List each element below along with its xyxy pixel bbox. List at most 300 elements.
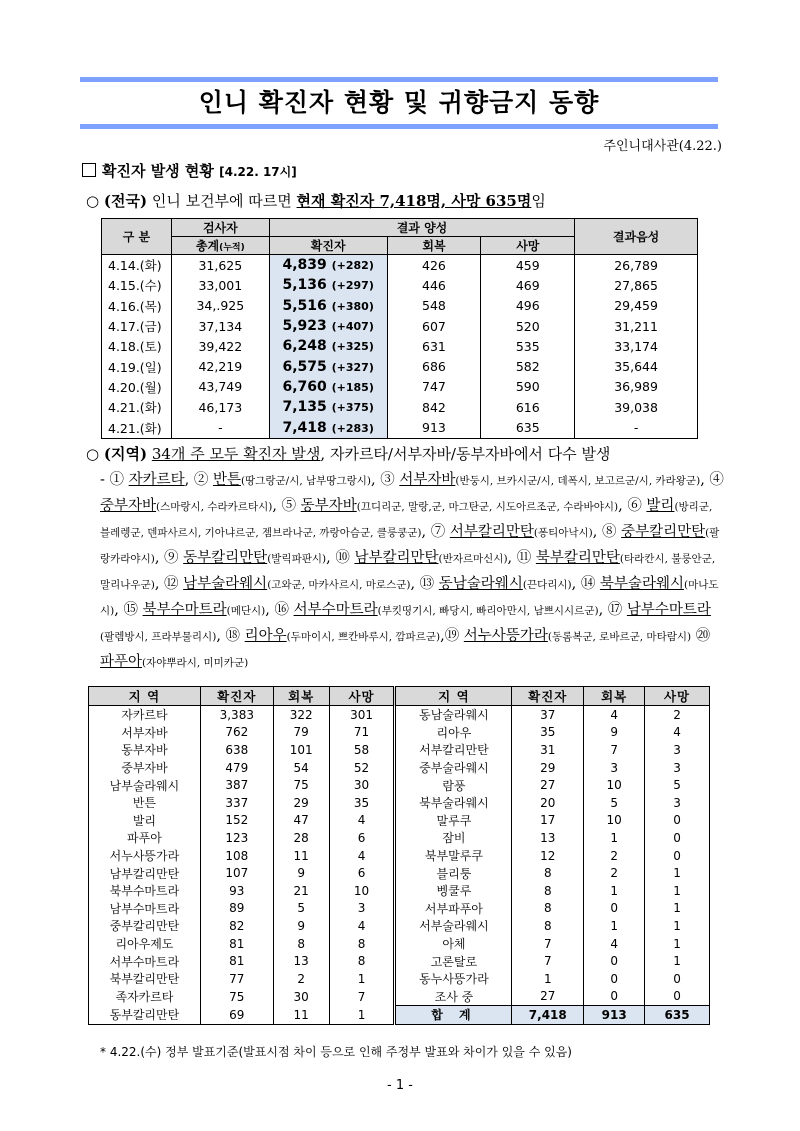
cell-deaths: 3: [645, 741, 710, 759]
table-row: [89, 829, 710, 847]
national-label: (전국): [103, 192, 148, 210]
confirmed-value: 6,760: [282, 378, 327, 395]
cell-recovered: 631: [387, 336, 481, 356]
table-row: [89, 952, 710, 970]
cell-tests: 39,422: [171, 336, 269, 356]
cell-confirmed: 638: [200, 741, 273, 759]
cell-confirmed: 8: [512, 900, 584, 918]
cell-deaths: 10: [329, 882, 395, 900]
cell-deaths: 7: [329, 988, 395, 1006]
cell-deaths: 6: [329, 864, 395, 882]
cell-region: 서부파푸아: [395, 900, 512, 918]
region-number: ⑮: [123, 602, 143, 618]
bullet-circle: ○: [86, 445, 100, 463]
table-row: [102, 336, 698, 356]
region-name: 동부칼리만탄: [183, 550, 268, 566]
header-tests-total: [171, 237, 269, 255]
region-name: 북부술라웨시: [599, 576, 684, 592]
cell-deaths: 4: [329, 812, 395, 830]
cell-confirmed: 89: [200, 900, 273, 918]
region-detail: (타라칸시, 불룽안군, 말리나우군): [100, 553, 716, 591]
cell-region: 북부수마트라: [89, 882, 201, 900]
cell-recovered: 0: [584, 988, 645, 1006]
cell-date: 4.19.(일): [102, 356, 172, 376]
region-number: ⑩: [335, 550, 355, 566]
cell-confirmed: 7: [512, 952, 584, 970]
table-row: [89, 864, 710, 882]
table-row: [89, 1006, 710, 1025]
cell-region: 서부자바: [89, 724, 201, 742]
region-separator: ,: [592, 524, 602, 540]
region-number: ⑤: [281, 498, 301, 514]
region-separator: ,: [265, 602, 275, 618]
header-tests-total-text: 총계: [195, 239, 220, 253]
cell-tests: 33,001: [171, 275, 269, 295]
cell-confirmed: 31: [512, 741, 584, 759]
cell-deaths: 4: [645, 724, 710, 742]
cell-deaths: 0: [645, 829, 710, 847]
header-confirmed-right: 확진자: [512, 687, 584, 706]
cell-deaths: 535: [481, 336, 575, 356]
cell-confirmed: [269, 417, 387, 438]
page-number: - 1 -: [387, 1078, 413, 1093]
cell-confirmed: 69: [200, 1006, 273, 1025]
cell-recovered: 3: [584, 759, 645, 777]
cell-confirmed: [269, 296, 387, 316]
cell-negative: 35,644: [575, 356, 698, 376]
cell-confirmed: 1: [512, 970, 584, 988]
cell-deaths: 3: [645, 759, 710, 777]
confirmed-value: 7,135: [282, 399, 327, 416]
cell-recovered: 11: [273, 847, 329, 865]
region-name: 반튼: [212, 472, 241, 488]
region-detail: (마나도시): [100, 579, 719, 617]
region-number: ⑨: [164, 550, 184, 566]
cell-tests: 42,219: [171, 356, 269, 376]
table-row: [102, 377, 698, 397]
section-heading-time: [4.22. 17시]: [219, 165, 297, 179]
cell-confirmed: 387: [200, 776, 273, 794]
region-number: ⑥: [627, 498, 647, 514]
cell-region: 벵쿨루: [395, 882, 512, 900]
cell-region: 남부술라웨시: [89, 776, 201, 794]
checkbox-square-icon: [82, 163, 96, 177]
regional-highlight: 34개 주 모두 확진자 발생: [151, 445, 321, 463]
cell-recovered: 9: [584, 724, 645, 742]
region-number: ③: [380, 472, 400, 488]
cell-deaths: 590: [481, 377, 575, 397]
cell-region: 합 계: [395, 1006, 512, 1025]
cell-recovered: 747: [387, 377, 481, 397]
footnote: * 4.22.(수) 정부 발표기준(발표시점 차이 등으로 인해 주정부 발표와 차이가 있을 수 있음): [100, 1045, 572, 1059]
cell-date: 4.21.(화): [102, 397, 172, 417]
cell-recovered: 21: [273, 882, 329, 900]
cell-deaths: 3: [329, 900, 395, 918]
region-name: 북부칼리만탄: [535, 550, 620, 566]
cell-deaths: 4: [329, 917, 395, 935]
daily-table-body: [102, 255, 698, 439]
region-separator: ,: [571, 576, 581, 592]
cell-region: 아체: [395, 935, 512, 953]
cell-recovered: 101: [273, 741, 329, 759]
header-date: 구 분: [102, 219, 172, 255]
region-number: ⑭: [580, 576, 600, 592]
cell-confirmed: 108: [200, 847, 273, 865]
cell-negative: 39,038: [575, 397, 698, 417]
table-row: [102, 296, 698, 316]
section-heading-text: 확진자 발생 현황: [102, 162, 214, 180]
confirmed-value: 7,418: [282, 419, 327, 436]
national-text-c: 임: [531, 192, 546, 210]
cell-region: 발리: [89, 812, 201, 830]
cell-date: 4.14.(화): [102, 255, 172, 276]
cell-negative: 29,459: [575, 296, 698, 316]
confirmed-value: 5,516: [282, 297, 327, 314]
regional-summary: [86, 443, 610, 464]
region-detail: (방리군, 블레렝군, 덴파사르시, 기아냐르군, 젬브라나군, 까랑아슴군, 클룽쿵군): [100, 501, 713, 539]
cell-date: 4.15.(수): [102, 275, 172, 295]
cell-region: 동누사뜽가라: [395, 970, 512, 988]
page-title: 인니 확진자 현황 및 귀향금지 동향: [198, 88, 600, 117]
daily-cases-table: [101, 218, 698, 439]
confirmed-value: 5,923: [282, 318, 327, 335]
cell-region: 리아우: [395, 724, 512, 742]
region-separator: ,: [114, 602, 124, 618]
confirmed-increase: (+325): [331, 340, 374, 354]
table-row: [102, 417, 698, 438]
cell-deaths: 635: [481, 417, 575, 438]
header-recovered: 회복: [387, 237, 481, 255]
cell-deaths: 0: [645, 970, 710, 988]
region-name: 중부자바: [100, 498, 157, 514]
region-separator: ,: [618, 498, 628, 514]
cell-date: 4.16.(목): [102, 296, 172, 316]
cell-confirmed: 77: [200, 970, 273, 988]
cell-recovered: 5: [584, 794, 645, 812]
cell-region: 북부술라웨시: [395, 794, 512, 812]
table-row: [89, 724, 710, 742]
cell-deaths: 0: [645, 812, 710, 830]
confirmed-increase: (+283): [331, 421, 374, 435]
cell-confirmed: 75: [200, 988, 273, 1006]
cell-recovered: 30: [273, 988, 329, 1006]
cell-confirmed: [269, 356, 387, 376]
region-separator: ,: [370, 472, 381, 488]
cell-confirmed: 762: [200, 724, 273, 742]
region-detail: (팔렘방시, 프라부물리시): [100, 631, 217, 643]
cell-region: 파푸아: [89, 829, 201, 847]
cell-confirmed: 81: [200, 935, 273, 953]
cell-deaths: 582: [481, 356, 575, 376]
table-row: [89, 900, 710, 918]
cell-recovered: 47: [273, 812, 329, 830]
cell-deaths: 52: [329, 759, 395, 777]
region-name: 서부수마트라: [293, 602, 378, 618]
region-separator: ,: [272, 498, 282, 514]
cell-confirmed: 7: [512, 935, 584, 953]
cell-recovered: 7: [584, 741, 645, 759]
table-row: [89, 882, 710, 900]
cell-region: 서누사뜽가라: [89, 847, 201, 865]
cell-region: 블리퉁: [395, 864, 512, 882]
region-separator: ,: [154, 576, 165, 592]
cell-negative: -: [575, 417, 698, 438]
table-row: [89, 917, 710, 935]
cell-deaths: 1: [329, 1006, 395, 1025]
table-row: [89, 706, 710, 724]
cell-recovered: 28: [273, 829, 329, 847]
cell-negative: 36,989: [575, 377, 698, 397]
region-name: 남부칼리만탄: [354, 550, 439, 566]
header-confirmed-left: 확진자: [200, 687, 273, 706]
regional-label: (지역): [103, 445, 148, 463]
cell-deaths: 616: [481, 397, 575, 417]
cell-deaths: 6: [329, 829, 395, 847]
cell-recovered: 322: [273, 706, 329, 724]
region-number: ⑲: [444, 628, 464, 644]
embassy-date: 주인니대사관(4.22.): [603, 139, 722, 154]
table-row: [89, 759, 710, 777]
region-detail: (끄디리군, 말랑,군, 마그탄군, 시도아르조군, 수라바야시): [356, 501, 619, 513]
cell-confirmed: 12: [512, 847, 584, 865]
region-name: 동남술라웨시: [438, 576, 523, 592]
cell-recovered: 11: [273, 1006, 329, 1025]
cell-recovered: 2: [584, 847, 645, 865]
region-separator: ,: [410, 576, 420, 592]
region-detail: (반둥시, 브카시군/시, 데폭시, 보고르군/시, 카라왕군): [455, 475, 701, 487]
cell-recovered: 1: [584, 917, 645, 935]
cell-negative: 31,211: [575, 316, 698, 336]
cell-tests: 31,625: [171, 255, 269, 276]
cell-negative: 26,789: [575, 255, 698, 276]
table-row: [102, 275, 698, 295]
national-highlight: 현재 확진자 7,418명, 사망 635명: [296, 192, 532, 210]
cell-region: 서부칼리만탄: [395, 741, 512, 759]
bullet-circle: ○: [86, 192, 100, 210]
region-number: ⑯: [274, 602, 294, 618]
table-row: [102, 356, 698, 376]
cell-recovered: 5: [273, 900, 329, 918]
header-tests: 검사자: [171, 219, 269, 237]
cell-confirmed: 20: [512, 794, 584, 812]
confirmed-increase: (+407): [331, 320, 374, 334]
cell-recovered: 0: [584, 952, 645, 970]
table-row: [89, 935, 710, 953]
cell-deaths: 1: [645, 882, 710, 900]
cell-confirmed: 27: [512, 776, 584, 794]
cell-region: 조사 중: [395, 988, 512, 1006]
region-name: 서부칼리만탄: [449, 524, 534, 540]
header-deaths-right: 사망: [645, 687, 710, 706]
cell-recovered: 446: [387, 275, 481, 295]
cell-region: 잠비: [395, 829, 512, 847]
cell-deaths: 0: [645, 988, 710, 1006]
cell-confirmed: 7,418: [512, 1006, 584, 1025]
region-detail: (퐁티아낙시): [533, 527, 593, 539]
cell-deaths: 1: [645, 952, 710, 970]
cell-confirmed: 37: [512, 706, 584, 724]
cell-confirmed: 35: [512, 724, 584, 742]
cell-region: 리아우제도: [89, 935, 201, 953]
region-name: 북부수마트라: [142, 602, 227, 618]
cell-deaths: 2: [645, 706, 710, 724]
cell-recovered: 10: [584, 776, 645, 794]
cell-deaths: 496: [481, 296, 575, 316]
confirmed-increase: (+282): [331, 259, 374, 273]
cell-region: 람풍: [395, 776, 512, 794]
region-detail: (땅그랑군/시, 남부땅그랑시): [241, 475, 371, 487]
cell-region: 고론탈로: [395, 952, 512, 970]
cell-region: 중부술라웨시: [395, 759, 512, 777]
cell-region: 남부칼리만탄: [89, 864, 201, 882]
cell-confirmed: 17: [512, 812, 584, 830]
cell-deaths: 1: [645, 935, 710, 953]
cell-confirmed: [269, 397, 387, 417]
cell-recovered: 2: [584, 864, 645, 882]
cell-confirmed: 13: [512, 829, 584, 847]
cell-confirmed: 81: [200, 952, 273, 970]
cell-recovered: 13: [273, 952, 329, 970]
header-deaths: 사망: [481, 237, 575, 255]
confirmed-value: 6,575: [282, 358, 327, 375]
region-separator: ,: [440, 628, 445, 644]
cell-recovered: 9: [273, 864, 329, 882]
cell-confirmed: 82: [200, 917, 273, 935]
table-row: [89, 988, 710, 1006]
cell-deaths: 58: [329, 741, 395, 759]
cell-confirmed: 93: [200, 882, 273, 900]
cell-region: 중부칼리만탄: [89, 917, 201, 935]
cell-recovered: 29: [273, 794, 329, 812]
cell-recovered: 54: [273, 759, 329, 777]
region-separator: ,: [598, 602, 608, 618]
confirmed-value: 6,248: [282, 338, 327, 355]
confirmed-value: 5,136: [282, 277, 327, 294]
cell-region: 족자카르타: [89, 988, 201, 1006]
region-number: ⑪: [516, 550, 536, 566]
region-number: ⑫: [164, 576, 184, 592]
header-recovered-right: 회복: [584, 687, 645, 706]
cell-deaths: 0: [645, 847, 710, 865]
cell-deaths: 4: [329, 847, 395, 865]
region-detail: (팔랑카라야시): [100, 527, 720, 565]
cell-deaths: 1: [645, 917, 710, 935]
cell-tests: 34,.925: [171, 296, 269, 316]
cell-confirmed: 479: [200, 759, 273, 777]
cell-deaths: 1: [645, 864, 710, 882]
region-detail: (부킷띵기시, 빠당시, 빠리아만시, 남쁘시시르군): [377, 605, 599, 617]
cell-confirmed: 27: [512, 988, 584, 1006]
cell-tests: 37,134: [171, 316, 269, 336]
confirmed-increase: (+185): [331, 380, 374, 394]
region-number: ⑦: [430, 524, 450, 540]
cell-confirmed: [269, 377, 387, 397]
cell-region: 동부자바: [89, 741, 201, 759]
table-row: [102, 316, 698, 336]
table-row: [89, 776, 710, 794]
cell-tests: 43,749: [171, 377, 269, 397]
cell-recovered: 426: [387, 255, 481, 276]
region-name: 서누사뜽가라: [463, 628, 548, 644]
cell-confirmed: [269, 336, 387, 356]
cell-region: 북부칼리만탄: [89, 970, 201, 988]
header-region-right: 지 역: [395, 687, 512, 706]
cell-deaths: 3: [645, 794, 710, 812]
cell-tests: 46,173: [171, 397, 269, 417]
cell-recovered: 842: [387, 397, 481, 417]
region-detail: (고와군, 마카사르시, 마로스군): [267, 579, 411, 591]
cell-recovered: 913: [387, 417, 481, 438]
region-name: 중부칼리만탄: [621, 524, 706, 540]
cell-region: 북부말루쿠: [395, 847, 512, 865]
cell-date: 4.18.(토): [102, 336, 172, 356]
confirmed-increase: (+327): [331, 360, 374, 374]
cell-confirmed: 337: [200, 794, 273, 812]
table-row: [89, 970, 710, 988]
cell-recovered: 1: [584, 882, 645, 900]
cell-deaths: 8: [329, 952, 395, 970]
region-name: 남부수마트라: [626, 602, 711, 618]
region-detail: (반자르마신시): [438, 553, 508, 565]
region-separator: ,: [154, 550, 165, 566]
region-number: ⑬: [419, 576, 439, 592]
region-separator: ,: [700, 472, 710, 488]
cell-region: 동남술라웨시: [395, 706, 512, 724]
cell-recovered: 0: [584, 970, 645, 988]
region-name: 리아우: [244, 628, 287, 644]
regions-list: - ① 자카르타, ② 반튼(땅그랑군/시, 남부땅그랑시), ③ 서부자바(반둥시, 브카시군/시, 데폭시, 보고르군/시, 카라왕군), ④ 중부자바(스마랑시, 수라카르타시), ⑤ 동부자바(끄디리군, 말랑,군, 마그탄군, 시도아르조군, 수라바야시), ⑥ 발리(방리군, 블레렝군, 덴파사르시, 기아냐르군, 젬브라나군, 까랑아슴군, 클룽쿵군), ⑦ 서부칼리만탄(퐁티아낙시), ⑧ 중부칼리만탄(팔랑카라야시), ⑨ 동부칼리만탄(발릭파판시), ⑩ 남부칼리만탄(반자르마신시), ⑪ 북부칼리만탄(타라칸시, 불룽안군, 말리나우군), ⑫ 남부술라웨시(고와군, 마카사르시, 마로스군), ⑬ 동남술라웨시(끈다리시), ⑭ 북부술라웨시(마나도시), ⑮ 북부수마트라(메단시), ⑯ 서부수마트라(부킷띵기시, 빠당시, 빠리아만시, 남쁘시시르군), ⑰ 남부수마트라(팔렘방시, 프라부물리시), ⑱ 리아우(두마이시, 쁘칸바루시, 깜파르군),⑲ 서누사뜽가라(동롬복군, 로바르군, 마타람시) ⑳ 파푸아(자야뿌라시, 미미카군): [100, 472, 724, 670]
cell-deaths: 1: [329, 970, 395, 988]
confirmed-increase: (+380): [331, 299, 374, 313]
cell-region: 자카르타: [89, 706, 201, 724]
cell-recovered: 607: [387, 316, 481, 336]
region-name: 서부자바: [399, 472, 456, 488]
cell-date: 4.20.(월): [102, 377, 172, 397]
cell-region: 반튼: [89, 794, 201, 812]
table-row: [89, 812, 710, 830]
region-name: 발리: [646, 498, 675, 514]
cell-recovered: 548: [387, 296, 481, 316]
cell-deaths: 35: [329, 794, 395, 812]
header-recovered-left: 회복: [273, 687, 329, 706]
cell-region: 중부자바: [89, 759, 201, 777]
cell-recovered: 1: [584, 829, 645, 847]
header-deaths-left: 사망: [329, 687, 395, 706]
region-cases-table: [88, 686, 710, 1025]
region-name: 자카르타: [128, 472, 185, 488]
cell-deaths: 635: [645, 1006, 710, 1025]
header-confirmed: 확진자: [269, 237, 387, 255]
region-number: ⑳: [695, 628, 711, 644]
region-separator: ,: [326, 550, 336, 566]
cell-recovered: 0: [584, 900, 645, 918]
confirmed-increase: (+297): [331, 279, 374, 293]
cell-confirmed: 8: [512, 882, 584, 900]
region-table-body: [89, 706, 710, 1025]
cell-recovered: 4: [584, 935, 645, 953]
region-detail: (동롬복군, 로바르군, 마타람시): [547, 631, 692, 643]
cell-deaths: 71: [329, 724, 395, 742]
region-detail: (끈다리시): [522, 579, 572, 591]
cell-confirmed: 152: [200, 812, 273, 830]
region-separator: ,: [421, 524, 431, 540]
cell-confirmed: 8: [512, 917, 584, 935]
cell-tests: -: [171, 417, 269, 438]
region-separator: ,: [184, 472, 194, 488]
cell-deaths: 469: [481, 275, 575, 295]
region-detail: (발릭파판시): [267, 553, 327, 565]
region-detail: (메단시): [226, 605, 266, 617]
